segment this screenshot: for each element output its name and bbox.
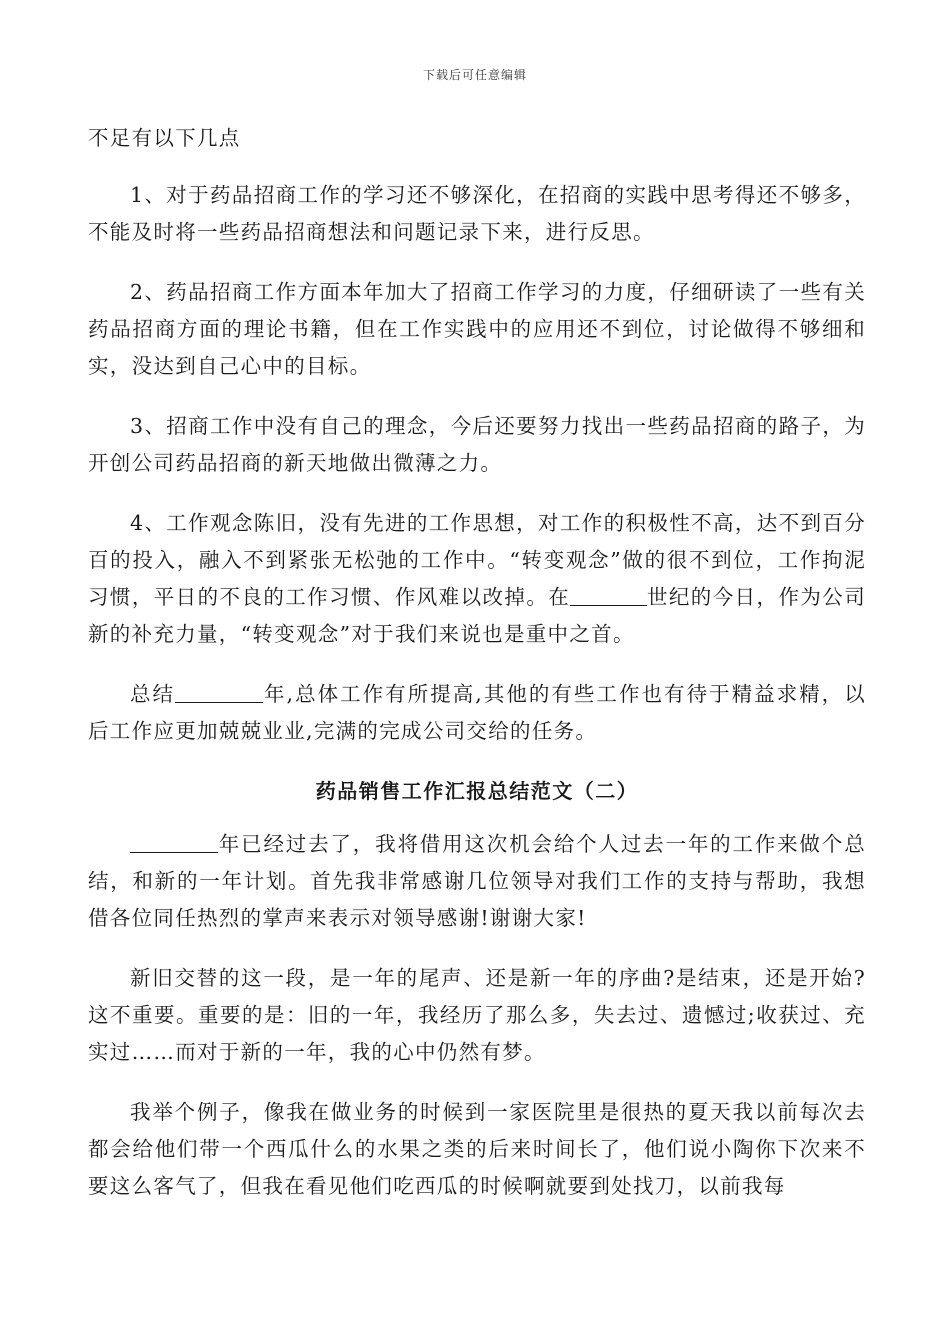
section2-p1-text: 年已经过去了，我将借用这次机会给个人过去一年的工作来做个总结，和新的一年计划。首先我非常感谢几位领导对我们工作的支持与帮助，我想借各位同任热烈的掌声来表示对领导感谢!谢谢大家! — [88, 832, 866, 930]
summary-paragraph — [88, 676, 866, 750]
header-note: 下载后可任意编辑 — [422, 68, 527, 82]
intro-paragraph: 不足有以下几点 — [88, 126, 241, 150]
point-4-blank — [570, 586, 647, 606]
section2-paragraph-1 — [88, 826, 866, 937]
summary-blank — [175, 683, 263, 703]
point-3-paragraph: 3、招商工作中没有自己的理念，今后还要努力找出一些药品招商的路子，为开创公司药品招商的新天地做出微薄之力。 — [88, 414, 866, 475]
point-4-paragraph — [88, 505, 866, 653]
section2-paragraph-2: 新旧交替的这一段，是一年的尾声、还是新一年的序曲?是结束，还是开始?这不重要。重要的是：旧的一年，我经历了那么多，失去过、遗憾过;收获过、充实过……而对于新的一年，我的心中仍然有梦。 — [88, 966, 866, 1064]
point-1-paragraph: 1、对于药品招商工作的学习还不够深化，在招商的实践中思考得还不够多，不能及时将一些药品招商想法和问题记录下来，进行反思。 — [88, 183, 866, 244]
section2-blank — [130, 833, 218, 853]
section2-paragraph-3: 我举个例子，像我在做业务的时候到一家医院里是很热的夏天我以前每次去都会给他们带一个西瓜什么的水果之类的后来时间长了，他们说小陶你下次来不要这么客气了，但我在看见他们吃西瓜的时候啊就要到处找刀，以前我每 — [88, 1100, 866, 1198]
summary-text-after: 年,总体工作有所提高,其他的有些工作也有待于精益求精，以后工作应更加兢兢业业,完满的完成公司交给的任务。 — [88, 682, 866, 743]
document-body — [88, 120, 866, 1228]
section-title: 药品销售工作汇报总结范文（二） — [315, 779, 639, 803]
summary-text-before: 总结 — [130, 682, 176, 706]
point-4-text-before: 4、工作观念陈旧，没有先进的工作思想，对工作的积极性不高，达不到百分百的投入，融入不到紧张无松弛的工作中。“转变观念”做的很不到位，工作拘泥习惯，平日的不良的工作习惯、作风难以改掉。在 — [88, 511, 866, 609]
point-4-text-after: 世纪的今日，作为公司新的补充力量，“转变观念”对于我们来说也是重中之首。 — [88, 585, 866, 646]
point-2-paragraph: 2、药品招商工作方面本年加大了招商工作学习的力度，仔细研读了一些有关药品招商方面的理论书籍，但在工作实践中的应用还不到位，讨论做得不够细和实，没达到自己心中的目标。 — [88, 280, 866, 378]
